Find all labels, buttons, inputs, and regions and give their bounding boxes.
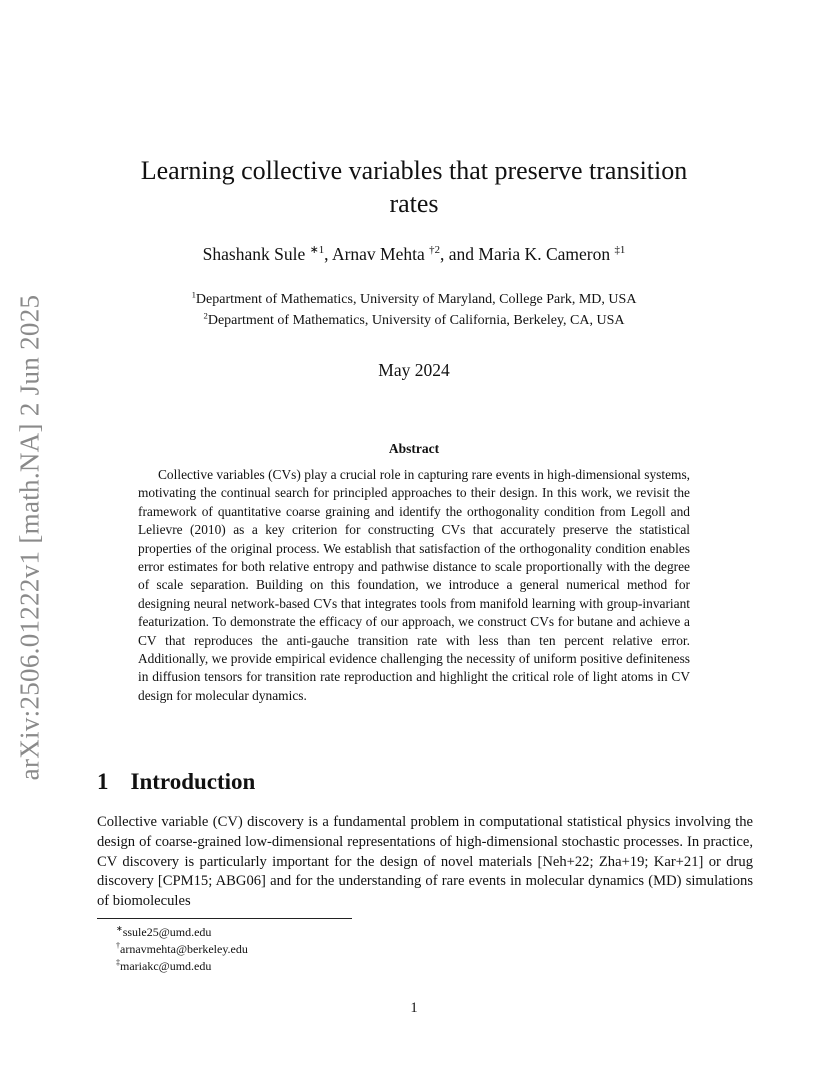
affiliation-line — [100, 310, 728, 331]
footnote-email: ssule25@umd.edu — [122, 925, 212, 939]
paper-title — [100, 154, 728, 220]
abstract-body: Collective variables (CVs) play a crucial role in capturing rare events in high-dimensional systems, motivating the continual search for principled approaches to their design. In this work, we revisit the framework of quantitative coarse graining and identify the orthogonality condition from Legoll and Lelievre (2010) as a key criterion for constructing CVs that accurately preserve the statistical properties of the original process. We establish that satisfaction of the orthogonality condition enables error estimates for both relative entropy and pathwise distance to scale proportionally with the degree of scale separation. Building on this foundation, we introduce a general numerical method for designing neural network-based CVs that integrates tools from manifold learning with group-invariant featurization. To demonstrate the efficacy of our approach, we construct CVs for butane and achieve a CV that reproduces the anti-gauche transition rate with less than ten percent relative error. Additionally, we provide empirical evidence challenging the necessity of uniform positive definiteness in diffusion tensors for transition rate reproduction and highlight the critical role of light atoms in CV design for molecular dynamics. — [138, 467, 690, 703]
footnote — [116, 958, 248, 975]
page-number: 1 — [410, 1000, 418, 1016]
affiliation-text: Department of Mathematics, University of California, Berkeley, CA, USA — [207, 313, 625, 328]
affiliation-text: Department of Mathematics, University of Maryland, College Park, MD, USA — [195, 292, 637, 307]
footnote-email: mariakc@umd.edu — [120, 959, 212, 973]
footnote — [116, 941, 248, 958]
title-line-1: Learning collective variables that preserve transition — [140, 156, 688, 185]
footnote — [116, 924, 248, 941]
affiliation-mark: 2 — [203, 310, 208, 321]
author-list — [100, 243, 728, 265]
footnote-email: arnavmehta@berkeley.edu — [120, 942, 248, 956]
author-name: Maria K. Cameron — [478, 244, 611, 264]
author-name: Shashank Sule — [202, 244, 306, 264]
author-name: Arnav Mehta — [331, 244, 425, 264]
publication-date: May 2024 — [378, 360, 450, 380]
affiliation-mark: 1 — [191, 289, 196, 300]
author-separator: , — [324, 244, 332, 264]
affiliation-line — [100, 289, 728, 310]
footnote-mark: ‡ — [116, 958, 120, 967]
section-number: 1 — [97, 769, 109, 794]
intro-paragraph: Collective variable (CV) discovery is a fundamental problem in computational statistical physics involving the design of coarse-grained low-dimensional representations of high-dimensional stochastic processes. In practice, CV discovery is particularly important for the design of novel materials [Neh+22; Zha+19; Kar+21] or drug discovery [CPM15; ABG06] and for the understanding of rare events in molecular dynamics (MD) simulations of biomolecules — [97, 814, 753, 910]
author-mark: †2 — [429, 244, 440, 257]
arxiv-stamp — [12, 292, 48, 782]
section-heading — [97, 769, 255, 795]
author-mark: ‡1 — [614, 244, 626, 257]
footnotes — [116, 924, 248, 975]
footnote-mark: ∗ — [116, 924, 123, 933]
author-separator: , and — [439, 244, 479, 264]
abstract-heading: Abstract — [388, 441, 440, 456]
section-title: Introduction — [130, 769, 256, 794]
affiliations — [100, 289, 728, 331]
author-mark: ∗1 — [309, 244, 325, 257]
footnote-rule — [97, 918, 352, 919]
title-line-2: rates — [389, 189, 439, 218]
arxiv-stamp-text: arXiv:2506.01222v1 [math.NA] 2 Jun 2025 — [14, 294, 45, 780]
footnote-mark: † — [116, 941, 120, 950]
